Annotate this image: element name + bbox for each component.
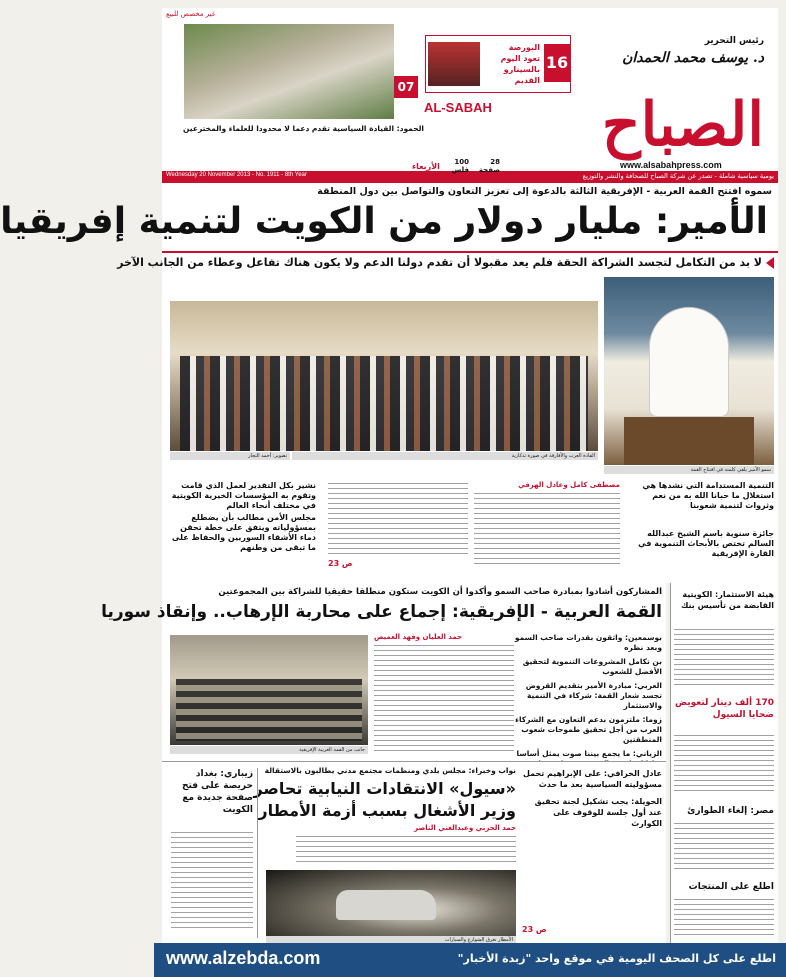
side-4-body xyxy=(674,899,774,937)
col4-title: نشير بكل التقدير لعمل الذي قامت وتقوم به المؤسسات الخيرية الكويتية في مختلف أنحاء العالم xyxy=(171,481,316,510)
day-label: الأربعاء xyxy=(412,162,440,171)
alzebda-banner[interactable] xyxy=(154,943,786,977)
second-photo-rows xyxy=(176,679,362,741)
lead-kicker: سموه افتتح القمة العربية - الإفريقية الثالثة بالدعوة إلى تعزيز التعاون والتواصل بين دول المنطقة xyxy=(317,186,772,197)
bottom-body xyxy=(296,836,516,866)
bottom-story xyxy=(162,761,666,943)
second-bullet-4: زوما: ملتزمون بدعم التعاون مع الشركاء العرب من أجل تحقيق طموحات شعوب المنطقتين xyxy=(515,715,662,744)
col2-author: مصطفى كامل وعادل الهرفي xyxy=(518,481,620,489)
bottom-author: حمد الحربي وعبدالغني الناصر xyxy=(414,824,516,832)
photo-credit: تصوير: أحمد النجار xyxy=(170,452,290,460)
second-headline[interactable]: القمة العربية - الإفريقية: إجماع على محاربة الإرهاب.. وإنقاذ سوريا xyxy=(101,602,662,622)
price: 100 فلس xyxy=(440,158,469,170)
bottom-bullet-1: عادل الخرافي: على الإبراهيم تحمل مسؤوليته السياسية بعد ما حدث xyxy=(522,769,662,789)
bottom-right-col xyxy=(522,768,662,938)
col1-bullet: جائزة سنوية باسم الشيخ عبدالله السالم تختص بالأبحاث التنموية في القارة الإفريقية xyxy=(638,529,774,558)
second-story xyxy=(101,583,666,761)
second-photo[interactable] xyxy=(170,635,368,745)
bottom-headline-2[interactable]: وزير الأشغال بسبب أزمة الأمطار xyxy=(258,801,516,820)
chief-name: د. يوسف محمد الحمدان xyxy=(622,50,764,66)
emir-photo[interactable] xyxy=(604,277,774,465)
bottom-page-ref[interactable]: ص 23 xyxy=(522,925,547,934)
side-2-title[interactable]: 170 ألف دينار لتعويض ضحايا السيول xyxy=(674,698,774,720)
side-1-body xyxy=(674,629,774,689)
second-body xyxy=(374,645,514,751)
lead-col-2 xyxy=(474,481,620,571)
flooded-car xyxy=(336,890,436,920)
subhead-arrow xyxy=(766,257,774,269)
price-box xyxy=(440,158,500,174)
side-3-body xyxy=(674,823,774,873)
col3-page-ref[interactable]: ص 23 xyxy=(328,559,353,568)
date-bar xyxy=(162,171,778,183)
bottom-photo[interactable] xyxy=(266,870,516,936)
bottom-kicker: نواب وخبراء: مجلس بلدي ومنظمات مجتمع مدني يطالبون بالاستقالة xyxy=(264,766,516,775)
teaser-ceremony-photo[interactable] xyxy=(184,24,394,119)
emir-figure xyxy=(649,307,729,417)
second-bullets xyxy=(512,633,662,758)
top-tag: غير مخصص للبيع xyxy=(166,10,216,18)
col3-body xyxy=(328,483,468,555)
group-people xyxy=(180,356,588,451)
emir-photo-caption: سمو الأمير يلقي كلمته في افتتاح القمة xyxy=(604,466,774,474)
second-author: حمد العليان وفهد العميص xyxy=(374,633,463,641)
bottom-bullet-2: الحويلة: يجب تشكيل لجنة تحقيق عند أول جلسة للوقوف على الكوارث xyxy=(534,797,662,828)
teaser-bourse-text: البورصة تعود اليوم بالسينارو القديم xyxy=(500,43,540,85)
bottom-photo-caption: الأمطار تغرق الشوارع والسيارات xyxy=(266,936,516,944)
col2-body xyxy=(474,493,620,565)
date-line: Wednesday 20 November 2013 - No. 1911 - 8th Year xyxy=(166,172,307,178)
teaser-ceremony-caption: الحمود: القيادة السياسية تقدم دعما لا محدودا للعلماء والمخترعين xyxy=(183,124,424,133)
teaser-bourse[interactable] xyxy=(425,35,571,93)
tagline: يومية سياسية شاملة - تصدر عن شركة الصباح للصحافة والنشر والتوزيع xyxy=(582,172,774,180)
website[interactable]: www.alsabahpress.com xyxy=(620,160,722,170)
bottom-left-col xyxy=(166,768,258,938)
col4-bullet: مجلس الأمن مطالب بأن يضطلع بمسؤولياته ويتفق على خطة تحقن دماء الأشقاء السوريين والحفاظ على ما تبقى من وطنهم xyxy=(171,513,316,552)
second-bullet-5: الزياني: ما يجمع بيننا صوت يمثل أساسا xyxy=(516,749,662,758)
second-bullet-2: بن تكامل المشروعات التنموية لتحقيق الأفضل للشعوب xyxy=(522,657,662,676)
teaser-ceremony-num: 07 xyxy=(394,76,418,98)
side-column xyxy=(670,583,778,943)
banner-text: اطلع على كل الصحف اليومية في موقع واحد "زبدة الأخبار" xyxy=(457,952,776,965)
col1-title: التنمية المستدامة التي نشدها هي استغلال ما حبانا الله به من نعم وثروات لتنمية شعوبنا xyxy=(642,481,774,510)
lead-col-3 xyxy=(328,481,468,571)
lead-headline[interactable]: الأمير: مليار دولار من الكويت لتنمية إفريقيا xyxy=(0,201,768,242)
side-2-body xyxy=(674,735,774,795)
group-photo-caption: القادة العرب والأفارقة في صورة تذكارية xyxy=(292,452,598,460)
bottom-headline-1[interactable]: «سيول» الانتقادات النيابية تحاصر xyxy=(253,779,516,798)
lead-subhead-box xyxy=(117,251,778,271)
second-bullet-3: العربي: مبادرة الأمير بتقديم القروض تجسد شعار القمة: شركاء في التنمية والاستثمار xyxy=(525,681,662,710)
bottom-left-title[interactable]: زيباري: بغداد حريصة على فتح صفحة جديدة مع الكويت xyxy=(181,769,253,815)
lead-subhead: لا بد من التكامل لتجسد الشراكة الحقة فلم يعد مقبولا أن تقدم دولنا الدعم ولا يكون هناك تفاعل وعطاء من الجانب الآخر xyxy=(117,256,762,269)
pages-count: 28 صفحة xyxy=(472,158,500,170)
second-bullet-1: بوسمعين: واثقون بقدرات صاحب السمو وبعد نظره xyxy=(514,633,662,652)
group-photo[interactable] xyxy=(170,301,598,451)
side-3-title[interactable]: مصر: إلغاء الطوارئ xyxy=(687,806,774,816)
bottom-left-body xyxy=(171,832,253,932)
lead-col-4 xyxy=(166,481,316,576)
masthead xyxy=(162,8,778,183)
lead-col-1 xyxy=(626,481,774,576)
chief-label: رئيس التحرير xyxy=(704,36,764,46)
second-photo-caption: جانب من القمة العربية الإفريقية xyxy=(170,746,368,754)
logo[interactable] xyxy=(424,90,774,160)
logo-text: الصباح xyxy=(601,90,764,160)
banner-url[interactable]: www.alzebda.com xyxy=(166,948,321,968)
podium xyxy=(624,417,754,465)
side-4-title[interactable]: اطلع على المنتجات xyxy=(688,882,774,892)
teaser-bourse-num: 16 xyxy=(544,44,570,82)
teaser-bourse-photo xyxy=(428,42,480,86)
second-kicker: المشاركون أشادوا بمبادرة صاحب السمو وأكدوا أن الكويت ستكون منطلقا حقيقيا للشراكة بين المجموعتين xyxy=(218,587,662,597)
side-1-title[interactable]: هيئة الاستثمار: الكويتية القابضة من تأسيس بنك xyxy=(681,590,774,610)
logo-latin: AL-SABAH xyxy=(424,100,492,115)
lead-story xyxy=(0,183,778,583)
